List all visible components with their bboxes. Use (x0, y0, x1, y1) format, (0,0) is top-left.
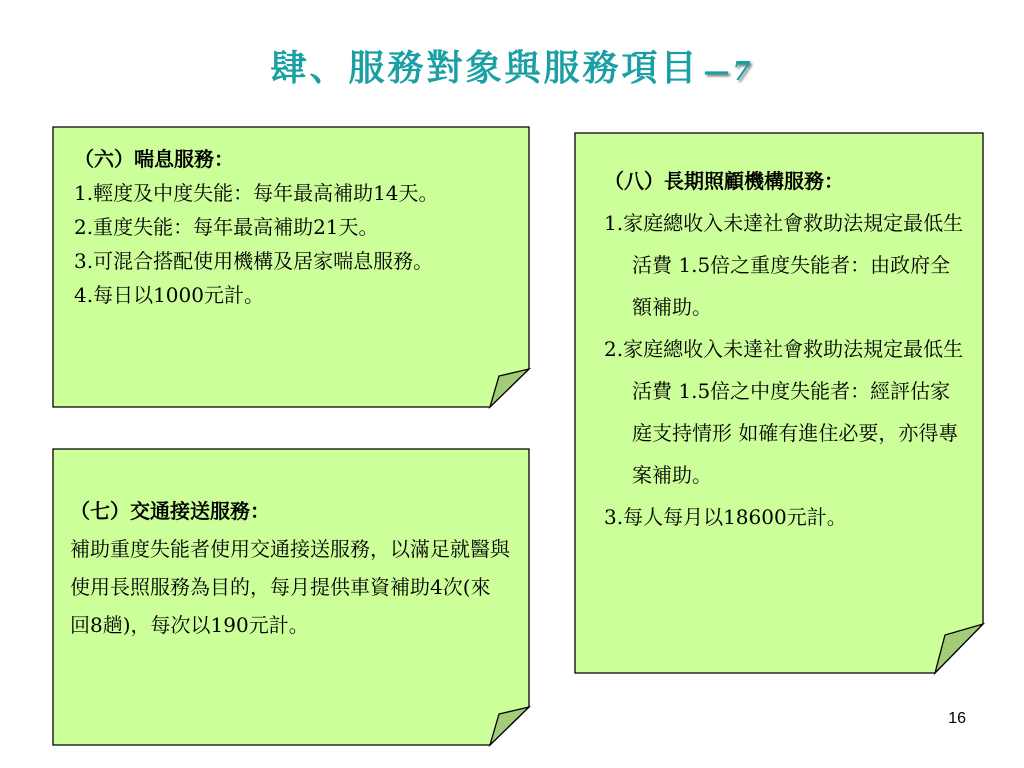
list-item: 4.每日以1000元計。 (74, 283, 264, 307)
slide-title-suffix: —7 (703, 57, 754, 87)
note-transport-service (52, 448, 532, 748)
list-item: 3.每人每月以18600元計。 (604, 505, 847, 529)
note-transport-text: 補助重度失能者使用交通接送服務，以滿足就醫與使用長照服務為目的，每月提供車資補助4次(來回8趟)，每次以190元計。 (70, 537, 510, 637)
list-item: 2.重度失能：每年最高補助21天。 (74, 215, 379, 239)
note-institution-service (574, 132, 986, 676)
list-item: 2.家庭總收入未達社會救助法規定最低生活費 1.5倍之中度失能者：經評估家庭支持情形 如確有進住必要，亦得專案補助。 (604, 337, 964, 487)
note-respite-service (52, 126, 532, 410)
slide-title-main: 肆、服務對象與服務項目 (270, 47, 700, 89)
note-respite-heading: （六）喘息服務： (74, 147, 234, 171)
note-institution-heading: （八）長期照顧機構服務： (604, 169, 844, 193)
list-item: 3.可混合搭配使用機構及居家喘息服務。 (74, 249, 434, 273)
list-item: 1.家庭總收入未達社會救助法規定最低生活費 1.5倍之重度失能者：由政府全額補助。 (604, 211, 964, 319)
page-number: 16 (948, 710, 966, 727)
note-transport-heading: （七）交通接送服務： (70, 499, 270, 523)
list-item: 1.輕度及中度失能：每年最高補助14天。 (74, 181, 439, 205)
slide-title (0, 40, 1024, 91)
